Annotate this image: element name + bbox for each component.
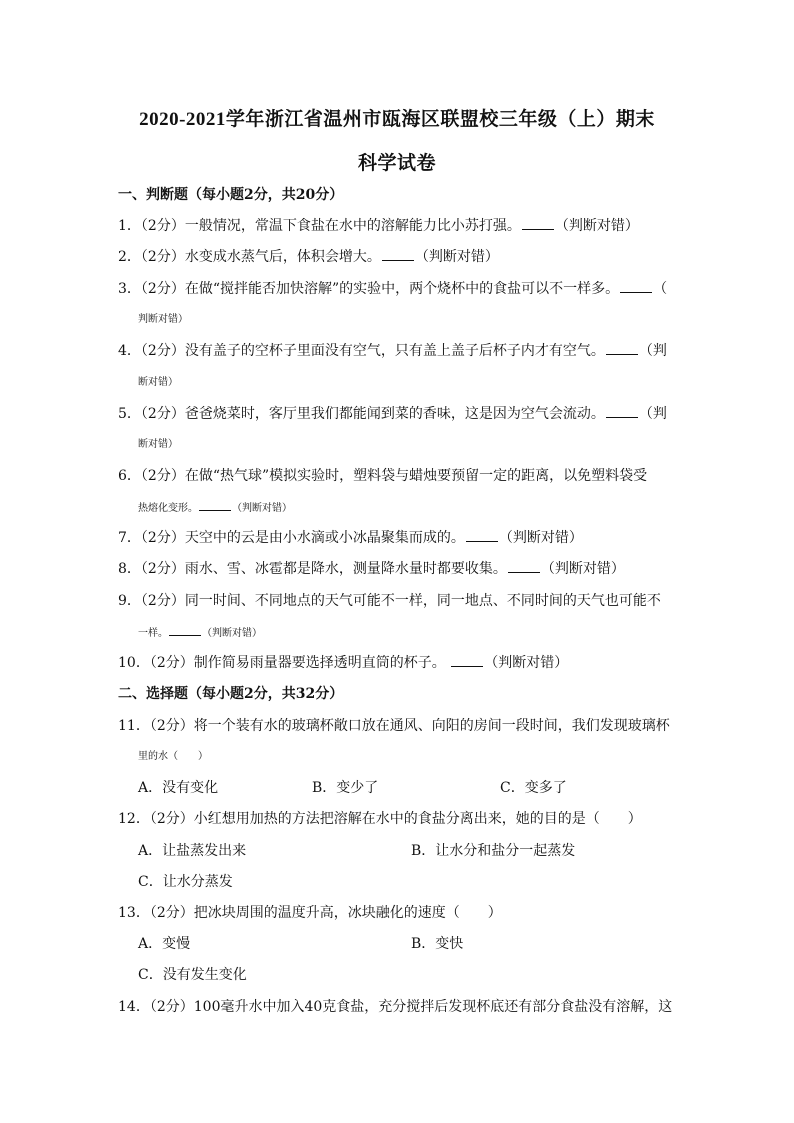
question-5-continued: 断对错） — [138, 439, 178, 450]
question-4-continued: 断对错） — [138, 377, 178, 388]
question-8: 8．（2分）雨水、雪、冰雹都是降水，测量降水量时都要收集。 （判断对错） — [118, 561, 625, 577]
question-11-continued: 里的水（ ） — [138, 751, 208, 762]
question-3-continued: 判断对错） — [138, 314, 188, 325]
q12-option-b[interactable]: B．让水分和盐分一起蒸发 — [411, 843, 576, 859]
question-7: 7．（2分）天空中的云是由小水滴或小冰晶聚集而成的。 （判断对错） — [118, 530, 583, 546]
question-6: 6．（2分）在做“热气球”模拟实验时，塑料袋与蜡烛要预留一定的距离，以免塑料袋受 — [118, 468, 648, 484]
answer-blank[interactable] — [199, 498, 231, 511]
q11-option-b[interactable]: B．变少了 — [312, 780, 379, 796]
q13-option-a[interactable]: A．变慢 — [138, 936, 191, 952]
answer-blank[interactable] — [522, 217, 554, 230]
section-heading-judgement: 一、判断题（每小题2分，共20分） — [118, 187, 344, 203]
question-6-continued: 热熔化变形。 （判断对错） — [138, 498, 708, 518]
q13-option-b[interactable]: B．变快 — [411, 936, 464, 952]
answer-blank[interactable] — [466, 529, 498, 542]
exam-title-line2: 科学试卷 — [357, 153, 436, 174]
question-12: 12．（2分）小红想用加热的方法把溶解在水中的食盐分离出来，她的目的是（ ） — [118, 811, 642, 827]
question-3: 3．（2分）在做“搅拌能否加快溶解”的实验中，两个烧杯中的食盐可以不一样多。 （ — [118, 281, 668, 297]
question-9: 9．（2分）同一时间、不同地点的天气可能不一样，同一地点、不同时间的天气也可能不 — [118, 593, 661, 609]
question-4: 4．（2分）没有盖子的空杯子里面没有空气，只有盖上盖子后杯子内才有空气。 （判 — [118, 343, 667, 359]
q12-option-c[interactable]: C．让水分蒸发 — [138, 874, 233, 890]
q13-option-c[interactable]: C．没有发生变化 — [138, 967, 247, 983]
question-14: 14．（2分）100毫升水中加入40克食盐，充分搅拌后发现杯底还有部分食盐没有溶解，这 — [118, 999, 673, 1015]
q11-option-c[interactable]: C．变多了 — [500, 780, 567, 796]
answer-blank[interactable] — [451, 654, 483, 667]
answer-blank[interactable] — [382, 248, 414, 261]
question-10: 10．（2分）制作简易雨量器要选择透明直筒的杯子。 （判断对错） — [118, 655, 569, 671]
answer-blank[interactable] — [606, 405, 638, 418]
answer-blank[interactable] — [620, 280, 652, 293]
q12-option-a[interactable]: A．让盐蒸发出来 — [138, 843, 247, 859]
question-9-continued: 一样。 （判断对错） — [138, 623, 708, 643]
answer-blank[interactable] — [606, 342, 638, 355]
question-13: 13．（2分）把冰块周围的温度升高，冰块融化的速度（ ） — [118, 905, 502, 921]
exam-title-line1: 2020-2021学年浙江省温州市瓯海区联盟校三年级（上）期末 — [139, 109, 655, 130]
question-11: 11．（2分）将一个装有水的玻璃杯敞口放在通风、向阳的房间一段时间，我们发现玻璃杯 — [118, 718, 670, 734]
q11-option-a[interactable]: A．没有变化 — [138, 780, 219, 796]
answer-blank[interactable] — [508, 560, 540, 573]
answer-blank[interactable] — [169, 623, 201, 636]
question-2: 2．（2分）水变成水蒸气后，体积会增大。 （判断对错） — [118, 249, 499, 265]
section-heading-choice: 二、选择题（每小题2分，共32分） — [118, 686, 344, 702]
question-5: 5．（2分）爸爸烧菜时，客厅里我们都能闻到菜的香味，这是因为空气会流动。 （判 — [118, 406, 667, 422]
question-1: 1．（2分）一般情况，常温下食盐在水中的溶解能力比小苏打强。 （判断对错） — [118, 218, 639, 234]
